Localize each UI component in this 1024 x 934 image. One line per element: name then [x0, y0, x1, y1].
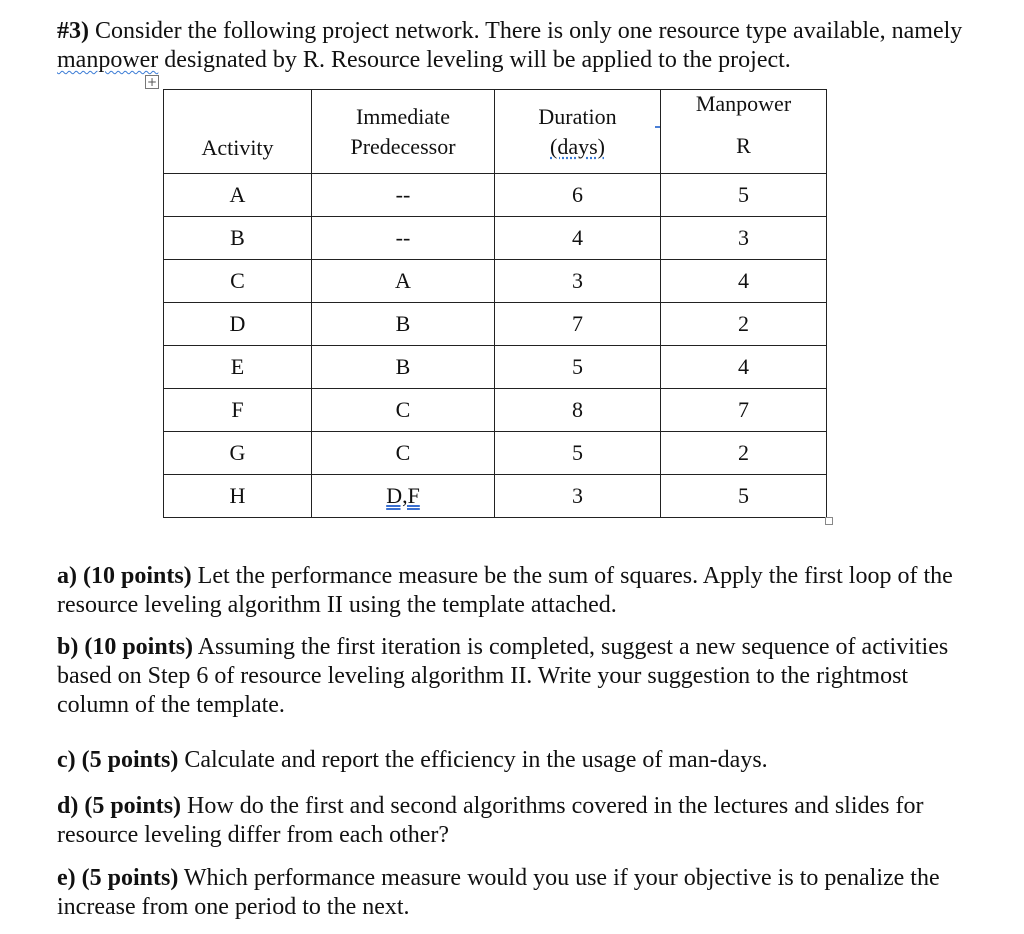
- cell-activity: D: [164, 303, 312, 346]
- table-row: [164, 346, 827, 389]
- cell-activity: G: [164, 432, 312, 475]
- cell-duration: 6: [495, 174, 661, 217]
- intro-text-b: designated by R. Resource leveling will be applied to the project.: [158, 47, 791, 73]
- problem-number: #3): [57, 18, 89, 44]
- question-a-text: Let the performance measure be the sum of squares. Apply the first loop of the resource leveling algorithm II using the template attached.: [57, 563, 953, 618]
- table-row: [164, 475, 827, 518]
- question-d: [57, 792, 957, 850]
- question-e-text: Which performance measure would you use if your objective is to penalize the increase from one period to the next.: [57, 865, 940, 920]
- intro-text-a: Consider the following project network. There is only one resource type available, namely: [89, 18, 963, 44]
- cell-manpower: 2: [661, 303, 827, 346]
- cell-duration: 5: [495, 346, 661, 389]
- cell-activity: B: [164, 217, 312, 260]
- problem-intro: [57, 17, 987, 75]
- cell-manpower: 3: [661, 217, 827, 260]
- cell-predecessor: B: [312, 346, 495, 389]
- header-manpower: [661, 90, 827, 174]
- cell-manpower: 4: [661, 260, 827, 303]
- question-d-text: How do the first and second algorithms covered in the lectures and slides for resource leveling differ from each other?: [57, 793, 924, 848]
- spellcheck-flagged-word[interactable]: manpower: [57, 47, 159, 73]
- cell-duration: 4: [495, 217, 661, 260]
- question-e: [57, 864, 957, 922]
- predecessor-df-text: D,F: [386, 483, 420, 508]
- question-c-text: Calculate and report the efficiency in the usage of man-days.: [178, 747, 768, 773]
- header-activity: Activity: [164, 90, 312, 174]
- cell-predecessor: B: [312, 303, 495, 346]
- table-row: [164, 174, 827, 217]
- table-row: [164, 303, 827, 346]
- header-man-line1: Manpower: [695, 90, 792, 116]
- cell-activity: C: [164, 260, 312, 303]
- question-b-text: Assuming the first iteration is completed, suggest a new sequence of activities based on Step 6 of resource leveling algorithm II. Write your suggestion to the rightmost column of the template.: [57, 634, 949, 718]
- cell-manpower: 5: [661, 475, 827, 518]
- header-pred-line1: Immediate: [355, 103, 451, 129]
- header-dur-line1: Duration: [538, 103, 617, 129]
- table-row: [164, 217, 827, 260]
- header-duration: [495, 90, 661, 174]
- cell-predecessor: [312, 475, 495, 518]
- question-a: [57, 562, 957, 620]
- cell-activity: A: [164, 174, 312, 217]
- header-man-line2: R: [736, 132, 751, 158]
- cell-manpower: 4: [661, 346, 827, 389]
- header-dur-line2: (days): [550, 133, 605, 159]
- header-pred-line2: Predecessor: [350, 133, 456, 159]
- question-b: [57, 633, 957, 720]
- cell-duration: 5: [495, 432, 661, 475]
- cell-predecessor: C: [312, 389, 495, 432]
- cell-predecessor: --: [312, 217, 495, 260]
- cell-manpower: 5: [661, 174, 827, 217]
- cell-activity: F: [164, 389, 312, 432]
- project-network-table: [163, 89, 827, 518]
- cell-duration: 3: [495, 475, 661, 518]
- cell-predecessor: C: [312, 432, 495, 475]
- table-row: [164, 432, 827, 475]
- question-b-label: b) (10 points): [57, 634, 194, 660]
- cell-activity: H: [164, 475, 312, 518]
- table-row: [164, 389, 827, 432]
- cell-duration: 3: [495, 260, 661, 303]
- question-c-label: c) (5 points): [57, 747, 179, 773]
- question-d-label: d) (5 points): [57, 793, 182, 819]
- cell-duration: 8: [495, 389, 661, 432]
- cell-manpower: 2: [661, 432, 827, 475]
- cell-manpower: 7: [661, 389, 827, 432]
- table-resize-handle[interactable]: [825, 517, 833, 525]
- table-header-row: [164, 90, 827, 174]
- header-predecessor: [312, 90, 495, 174]
- table-move-handle-icon[interactable]: +: [146, 75, 158, 89]
- cell-activity: E: [164, 346, 312, 389]
- question-c: [57, 746, 957, 775]
- table-row: [164, 260, 827, 303]
- question-a-label: a) (10 points): [57, 563, 192, 589]
- question-e-label: e) (5 points): [57, 865, 179, 891]
- cell-predecessor: A: [312, 260, 495, 303]
- cell-duration: 7: [495, 303, 661, 346]
- cell-predecessor: --: [312, 174, 495, 217]
